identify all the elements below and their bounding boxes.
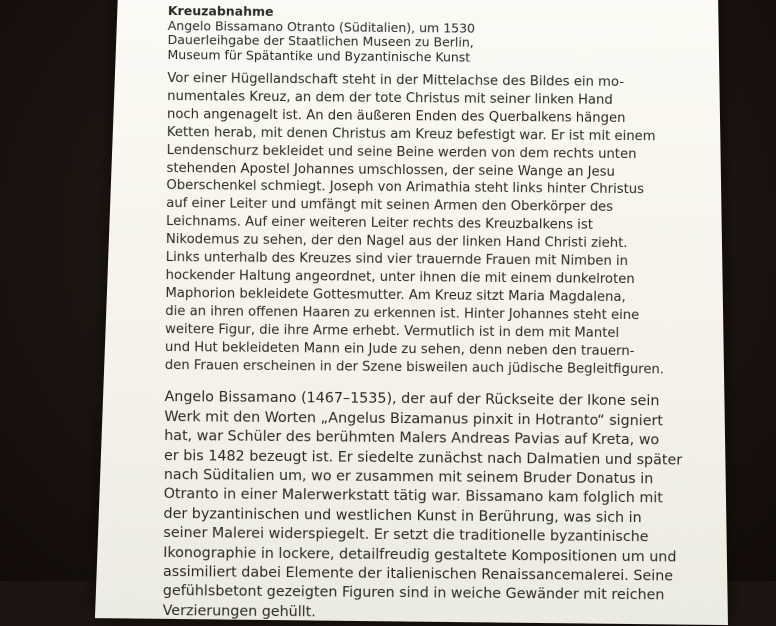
text-line: Verzierungen gehüllt. — [162, 602, 316, 621]
text-line: Maphorion bekleidete Gottesmutter. Am Kreuz sitzt Maria Magdalena, — [165, 285, 626, 305]
museum-line: Museum für Spätantike und Byzantinische Kunst — [167, 46, 471, 65]
text-line: Nikodemus zu sehen, der den Nagel aus der linken Hand Christi zieht. — [165, 232, 628, 252]
text-line: Leichnams. Auf einer weiteren Leiter rechts des Kreuzbalkens ist — [165, 214, 594, 233]
text-line: seiner Malerei widerspiegelt. Er setzt die traditionelle byzantinische — [163, 525, 649, 546]
text-line: er bis 1482 bezeugt ist. Er siedelte zunächst nach Dalmatien und später — [163, 447, 683, 469]
text-line: Otranto in einer Malerwerkstatt tätig war. Bissamano kam folglich mit — [163, 486, 663, 507]
description-paragraph — [165, 70, 713, 379]
text-line: auf einer Leiter und umfängt mit seinen Armen den Oberkörper des — [166, 196, 614, 216]
text-line: Ikonographie in lockere, detailfreudig gestaltete Kompositionen um und — [163, 544, 677, 566]
text-line: weitere Figur, die ihre Arme erhebt. Vermutlich ist in dem mit Mantel — [165, 321, 620, 341]
text-line: hockender Haltung angeordnet, unter ihnen die mit einem dunkelroten — [165, 267, 635, 288]
text-line: Werk mit den Worten „Angelus Bizamanus pinxit in Hotranto“ signiert — [164, 408, 664, 430]
text-line: den Frauen erscheinen in der Szene bisweilen auch jüdische Begleitfiguren. — [164, 357, 665, 377]
text-line: hat, war Schüler des berühmten Malers Andreas Pavias auf Kreta, wo — [164, 428, 660, 449]
text-line: assimiliert dabei Elemente der italienischen Renaissancemalerei. Seine — [162, 564, 674, 585]
text-line: Oberschenkel schmiegt. Joseph von Arimathia steht links hinter Christus — [166, 178, 645, 198]
placard-text — [163, 0, 713, 626]
text-line: Links unterhalb des Kreuzes sind vier trauernde Frauen mit Nimben in — [165, 250, 629, 270]
loan-line: Dauerleihgabe der Staatlichen Museen zu Berlin, — [167, 31, 474, 50]
text-line: Lendenschurz bekleidet und seine Beine werden von dem rechts unten — [166, 142, 637, 162]
text-line: der byzantinischen und westlichen Kunst in Berührung, was sich in — [163, 505, 642, 526]
artist-biography-paragraph — [163, 388, 710, 626]
text-line: die an ihren offenen Haaren zu erkennen ist. Hinter Johannes steht eine — [165, 303, 640, 323]
artist-line: Angelo Bissamano Otranto (Süditalien), um 1530 — [167, 17, 476, 36]
artwork-header — [167, 4, 712, 67]
text-line: nach Süditalien um, wo er zusammen mit seinem Bruder Donatus in — [163, 467, 654, 488]
text-line: stehenden Apostel Johannes umschlossen, der seine Wange an Jesu — [166, 160, 615, 180]
text-line: und Hut bekleideten Mann ein Jude zu sehen, denn neben den trauern- — [164, 339, 635, 359]
text-line: Ketten herab, mit denen Christus am Kreuz befestigt war. Er ist mit einem — [166, 124, 656, 144]
text-line: numentales Kreuz, an dem der tote Christus mit seiner linken Hand — [167, 88, 613, 108]
text-line: gefühlsbetont gezeigten Figuren sind in weiche Gewänder mit reichen — [162, 583, 665, 604]
text-line: Vor einer Hügellandschaft steht in der Mittelachse des Bildes ein mo- — [167, 70, 625, 90]
text-line: noch angenagelt ist. An den äußeren Enden des Querbalkens hängen — [166, 106, 626, 126]
text-line: Angelo Bissamano (1467–1535), der auf der Rückseite der Ikone sein — [164, 389, 660, 410]
artwork-title: Kreuzabnahme — [167, 2, 274, 19]
